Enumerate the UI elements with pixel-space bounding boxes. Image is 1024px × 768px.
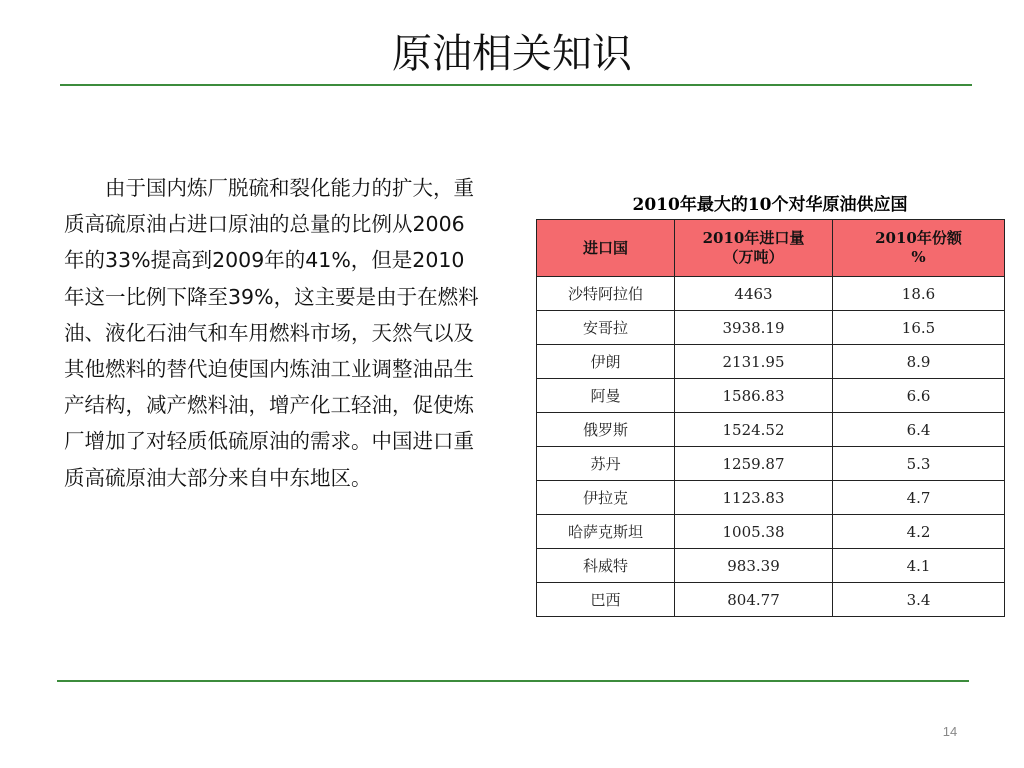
cell-share: 8.9 (833, 345, 1005, 379)
table-row (537, 413, 1005, 447)
top-divider (60, 84, 972, 86)
page-number: 14 (942, 724, 958, 739)
cell-volume: 1005.38 (675, 515, 833, 549)
cell-volume: 1259.87 (675, 447, 833, 481)
header-volume (675, 220, 833, 277)
cell-volume: 804.77 (675, 583, 833, 617)
table-row (537, 583, 1005, 617)
oil-supplier-table (536, 219, 1005, 617)
cell-share: 16.5 (833, 311, 1005, 345)
body-text-block (64, 170, 484, 496)
cell-country: 安哥拉 (537, 311, 675, 345)
table-row (537, 277, 1005, 311)
table-header-row (537, 220, 1005, 277)
cell-country: 沙特阿拉伯 (537, 277, 675, 311)
cell-country: 阿曼 (537, 379, 675, 413)
cell-share: 5.3 (833, 447, 1005, 481)
cell-share: 6.4 (833, 413, 1005, 447)
bottom-divider (57, 680, 969, 682)
cell-volume: 4463 (675, 277, 833, 311)
cell-share: 4.7 (833, 481, 1005, 515)
header-share-line1: 2010年份额 (875, 229, 962, 247)
cell-country: 俄罗斯 (537, 413, 675, 447)
body-paragraph: 由于国内炼厂脱硫和裂化能力的扩大，重质高硫原油占进口原油的总量的比例从2006年的33%提高到2009年的41%，但是2010年这一比例下降至39%，这主要是由于在燃料油、液化石油气和车用燃料市场，天然气以及其他燃料的替代迫使国内炼油工业调整油品生产结构，减产燃料油，增产化工轻油，促使炼厂增加了对轻质低硫原油的需求。中国进口重质高硫原油大部分来自中东地区。 (64, 176, 479, 490)
header-country: 进口国 (537, 220, 675, 277)
header-share (833, 220, 1005, 277)
table-row (537, 447, 1005, 481)
table-row (537, 515, 1005, 549)
slide-title: 原油相关知识 (392, 31, 632, 77)
table-row (537, 549, 1005, 583)
cell-volume: 2131.95 (675, 345, 833, 379)
cell-country: 巴西 (537, 583, 675, 617)
table-caption: 2010年最大的10个对华原油供应国 (632, 195, 908, 215)
cell-volume: 1524.52 (675, 413, 833, 447)
table-row (537, 345, 1005, 379)
table-row (537, 481, 1005, 515)
cell-share: 6.6 (833, 379, 1005, 413)
cell-country: 伊拉克 (537, 481, 675, 515)
table-row (537, 379, 1005, 413)
cell-country: 伊朗 (537, 345, 675, 379)
header-volume-line1: 2010年进口量 (702, 229, 805, 247)
header-volume-line2: （万吨） (723, 248, 784, 266)
cell-share: 4.2 (833, 515, 1005, 549)
cell-volume: 3938.19 (675, 311, 833, 345)
cell-share: 18.6 (833, 277, 1005, 311)
cell-volume: 1123.83 (675, 481, 833, 515)
cell-volume: 983.39 (675, 549, 833, 583)
table-row (537, 311, 1005, 345)
cell-volume: 1586.83 (675, 379, 833, 413)
header-share-line2: % (911, 248, 926, 266)
cell-country: 苏丹 (537, 447, 675, 481)
cell-share: 3.4 (833, 583, 1005, 617)
cell-country: 科威特 (537, 549, 675, 583)
cell-country: 哈萨克斯坦 (537, 515, 675, 549)
cell-share: 4.1 (833, 549, 1005, 583)
